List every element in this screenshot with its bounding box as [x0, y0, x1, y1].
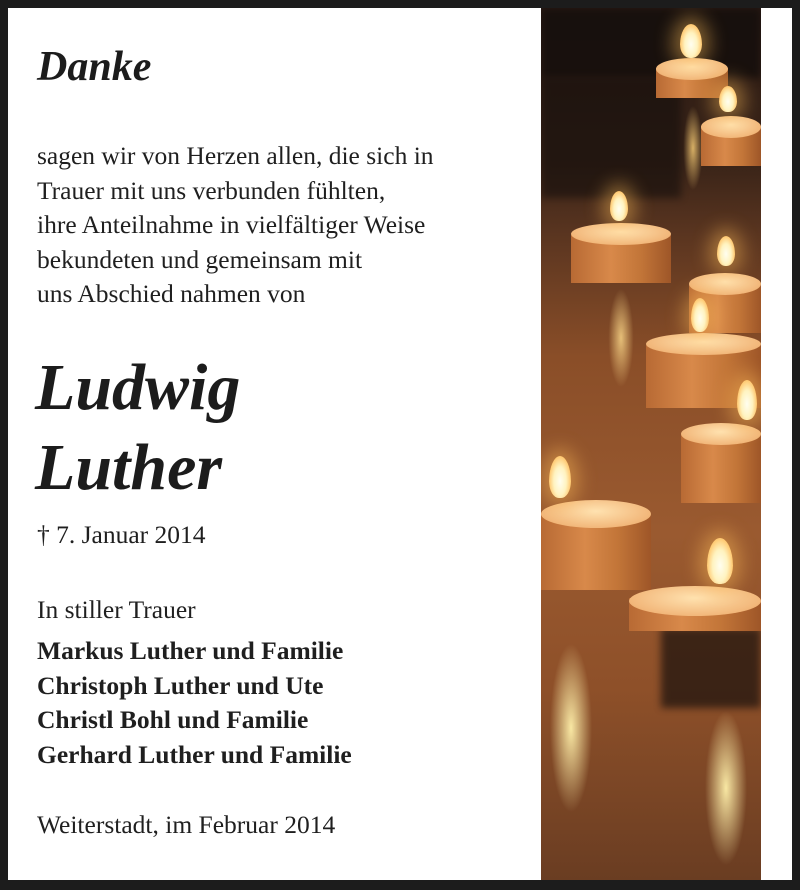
candle-icon — [701, 116, 761, 166]
intro-line: ihre Anteilnahme in vielfältiger Weise — [37, 210, 426, 239]
family-member: Christoph Luther und Ute — [37, 670, 324, 700]
deceased-first-name: Ludwig — [35, 351, 241, 424]
deceased-name — [35, 348, 240, 508]
mourning-label: In stiller Trauer — [37, 595, 196, 624]
flame-icon — [549, 456, 571, 498]
flame-icon — [707, 538, 733, 584]
heading-thanks: Danke — [37, 44, 152, 90]
family-member: Gerhard Luther und Familie — [37, 739, 352, 769]
intro-line: bekundeten und gemeinsam mit — [37, 244, 363, 274]
flame-icon — [737, 380, 757, 420]
family-list — [37, 634, 352, 772]
flame-icon — [719, 86, 737, 112]
family-member: Markus Luther und Familie — [37, 636, 344, 665]
intro-line: uns Abschied nahmen von — [37, 279, 306, 308]
intro-line: Trauer mit uns verbunden fühlten, — [37, 175, 386, 205]
candle-icon — [571, 223, 671, 283]
intro-line: sagen wir von Herzen allen, die sich in — [37, 141, 434, 170]
candle-icon — [681, 423, 761, 503]
flame-icon — [717, 236, 735, 266]
flame-icon — [680, 24, 702, 58]
deceased-last-name: Luther — [35, 431, 223, 504]
right-margin — [761, 8, 792, 880]
place-date: Weiterstadt, im Februar 2014 — [37, 810, 336, 839]
family-member: Christl Bohl und Familie — [37, 705, 309, 734]
intro-text — [37, 139, 434, 312]
flame-icon — [610, 191, 628, 221]
death-date: † 7. Januar 2014 — [37, 520, 206, 549]
candle-icon — [541, 500, 651, 590]
candle-icon — [629, 586, 761, 631]
obituary-card — [8, 8, 792, 880]
candle-icon — [656, 58, 728, 98]
candle-photo — [541, 8, 761, 880]
flame-icon — [691, 298, 709, 332]
